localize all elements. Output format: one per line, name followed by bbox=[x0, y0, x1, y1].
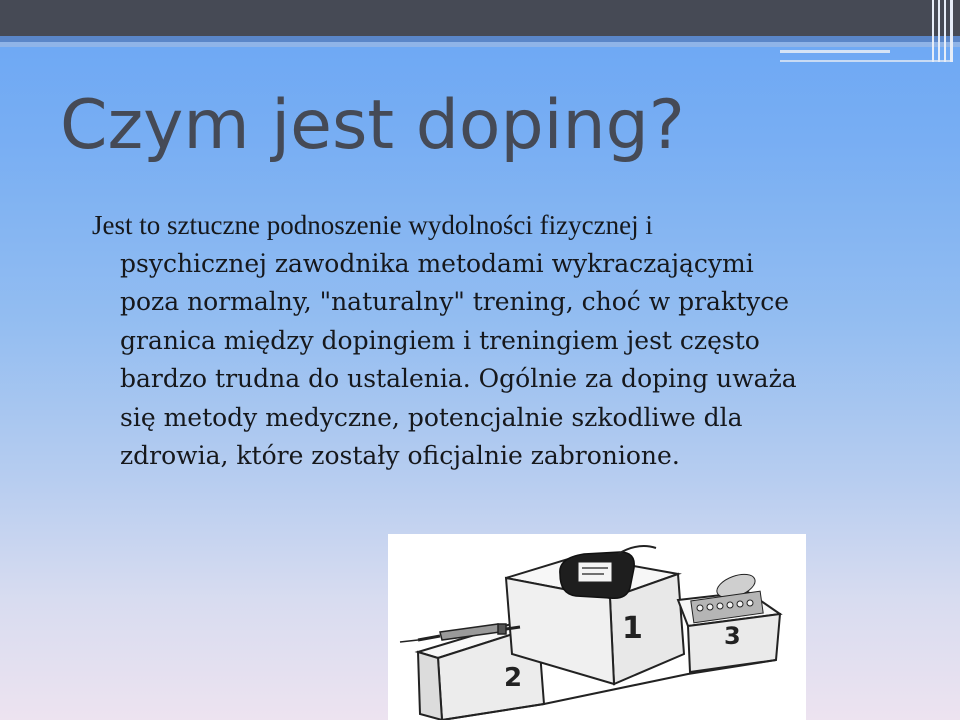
header-accent-bar bbox=[932, 0, 934, 62]
body-line: się metody medyczne, potencjalnie szkodliwe dla bbox=[120, 402, 743, 432]
body-line: zdrowia, które zostały oficjalnie zabronione. bbox=[120, 441, 680, 470]
header-accent-line bbox=[780, 60, 950, 62]
header-accent-bar bbox=[950, 0, 953, 62]
place-number-3: 3 bbox=[724, 622, 741, 650]
body-line: poza normalny, "naturalny" trening, choć w praktyce bbox=[120, 287, 790, 316]
header-stripe bbox=[0, 42, 960, 47]
slide-header-bar bbox=[0, 0, 960, 36]
header-accent-bar bbox=[938, 0, 940, 62]
slide-body-text bbox=[92, 206, 882, 476]
body-line: Jest to sztuczne podnoszenie wydolności fizycznej i bbox=[92, 210, 653, 240]
body-line: psychicznej zawodnika metodami wykraczającymi bbox=[120, 248, 754, 278]
body-line: granica między dopingiem i treningiem jest często bbox=[120, 325, 760, 355]
place-number-2: 2 bbox=[504, 663, 523, 693]
header-accent-line bbox=[780, 50, 890, 53]
header-accent-bar bbox=[944, 0, 946, 62]
place-number-1: 1 bbox=[622, 611, 643, 646]
pills-icon bbox=[691, 570, 763, 623]
body-line: bardzo trudna do ustalenia. Ogólnie za doping uważa bbox=[120, 364, 797, 393]
slide-title: Czym jest doping? bbox=[60, 86, 685, 165]
doping-podium-illustration bbox=[388, 534, 806, 720]
